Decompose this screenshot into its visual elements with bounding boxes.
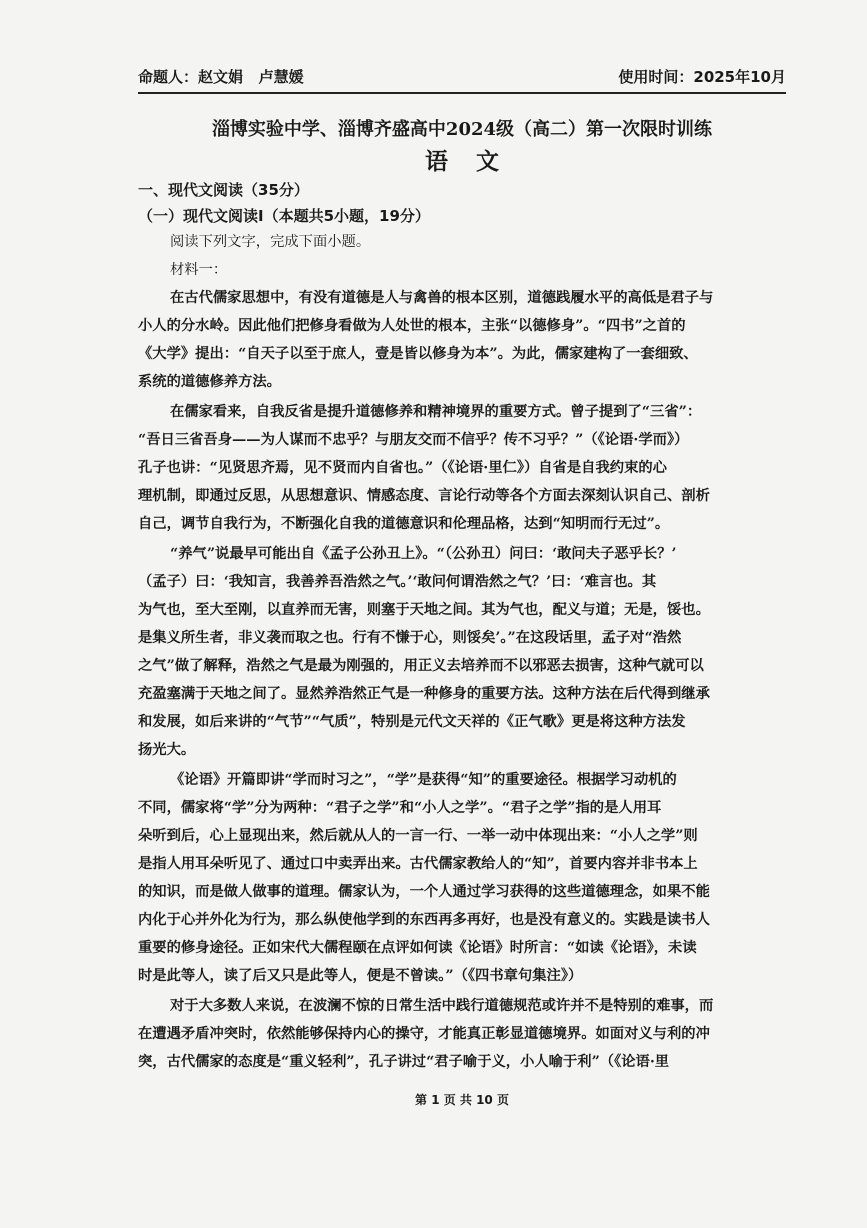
instruction-text: 阅读下列文字，完成下面小题。 [170,234,371,250]
text-line: 在古代儒家思想中，有没有道德是人与禽兽的根本区别，道德践履水平的高低是君子与 [170,290,714,306]
text-line: 突，古代儒家的态度是“重义轻利”，孔子讲过“君子喻于义，小人喻于利”（《论语·里 [138,1054,670,1070]
text-line: 不同，儒家将“学”分为两种：“君子之学”和“小人之学”。“君子之学”指的是人用耳 [138,800,662,816]
text-line: 之气”做了解释，浩然之气是最为刚强的，用正义去培养而不以邪恶去损害，这种气就可以 [138,658,704,674]
page-number: 第 1 页 共 10 页 [415,1093,509,1107]
text-line: 为气也，至大至刚，以直养而无害，则塞于天地之间。其为气也，配义与道；无是，馁也。 [138,602,710,618]
author-label: 命题人：赵文娟 卢慧媛 [138,68,304,86]
text-line: 是集义所生者，非义袭而取之也。行有不慊于心，则馁矣’。”在这段话里，孟子对“浩然 [138,630,682,646]
text-line: 《论语》开篇即讲“学而时习之”，“学”是获得“知”的重要途径。根据学习动机的 [170,772,677,788]
text-line: 是指人用耳朵听见了、通过口中卖弄出来。古代儒家教给人的“知”，首要内容并非书本上 [138,856,698,872]
text-line: 扬光大。 [138,742,196,758]
text-line: 内化于心并外化为行为，那么纵使他学到的东西再多再好，也是没有意义的。实践是读书人 [138,912,710,928]
text-line: “吾日三省吾身——为人谋而不忠乎？与朋友交而不信乎？传不习乎？”（《论语·学而》） [138,432,689,448]
text-line: 自己，调节自我行为，不断强化自我的道德意识和伦理品格，达到“知明而行无过”。 [138,516,670,532]
text-line: 的知识，而是做人做事的道理。儒家认为，一个人通过学习获得的这些道德理念，如果不能 [138,884,710,900]
text-line: 充盈塞满于天地之间了。显然养浩然正气是一种修身的重要方法。这种方法在后代得到继承 [138,686,710,702]
material-label: 材料一： [170,262,228,278]
text-line: 朵听到后，心上显现出来，然后就从人的一言一行、一举一动中体现出来：“小人之学”则 [138,828,698,844]
text-line: 小人的分水岭。因此他们把修身看做为人处世的根本，主张“以德修身”。“四书”之首的 [138,318,686,334]
page-header [138,66,786,92]
text-line: 在遭遇矛盾冲突时，依然能够保持内心的操守，才能真正彰显道德境界。如面对义与利的冲 [138,1026,710,1042]
date-label: 使用时间：2025年10月 [618,68,786,86]
text-line: 对于大多数人来说，在波澜不惊的日常生活中践行道德规范或许并不是特别的难事，而 [170,998,714,1014]
text-line: （孟子）曰：‘我知言，我善养吾浩然之气。’‘敢问何谓浩然之气？’曰：‘难言也。其 [138,574,657,590]
subject-title: 语文 [425,148,527,175]
text-line: 理机制，即通过反思，从思想意识、情感态度、言论行动等各个方面去深刻认识自己、剖析 [138,488,710,504]
header-divider [138,92,786,94]
text-line: 《大学》提出：“自天子以至于庶人，壹是皆以修身为本”。为此，儒家建构了一套细致、 [138,346,698,362]
text-line: 在儒家看来，自我反省是提升道德修养和精神境界的重要方式。曾子提到了“三省”： [170,404,702,420]
text-line: 系统的道德修养方法。 [138,374,281,390]
section-heading: 一、现代文阅读（35分） [138,181,309,199]
text-line: 重要的修身途径。正如宋代大儒程颐在点评如何读《论语》时所言：“如读《论语》，未读 [138,940,697,956]
exam-title: 淄博实验中学、淄博齐盛高中2024级（高二）第一次限时训练 [211,119,713,140]
text-line: 和发展，如后来讲的“气节”“气质”，特别是元代文天祥的《正气歌》更是将这种方法发 [138,714,686,730]
subsection-heading: （一）现代文阅读Ⅰ（本题共5小题，19分） [138,207,430,225]
text-line: 孔子也讲：“见贤思齐焉，见不贤而内自省也。”（《论语·里仁》）自省是自我约束的心 [138,460,667,476]
text-line: “养气”说最早可能出自《孟子公孙丑上》。“（公孙丑）问曰：‘敢问夫子恶乎长？’ [170,546,677,562]
text-line: 时是此等人，读了后又只是此等人，便是不曾读。”（《四书章句集注》） [138,968,583,984]
